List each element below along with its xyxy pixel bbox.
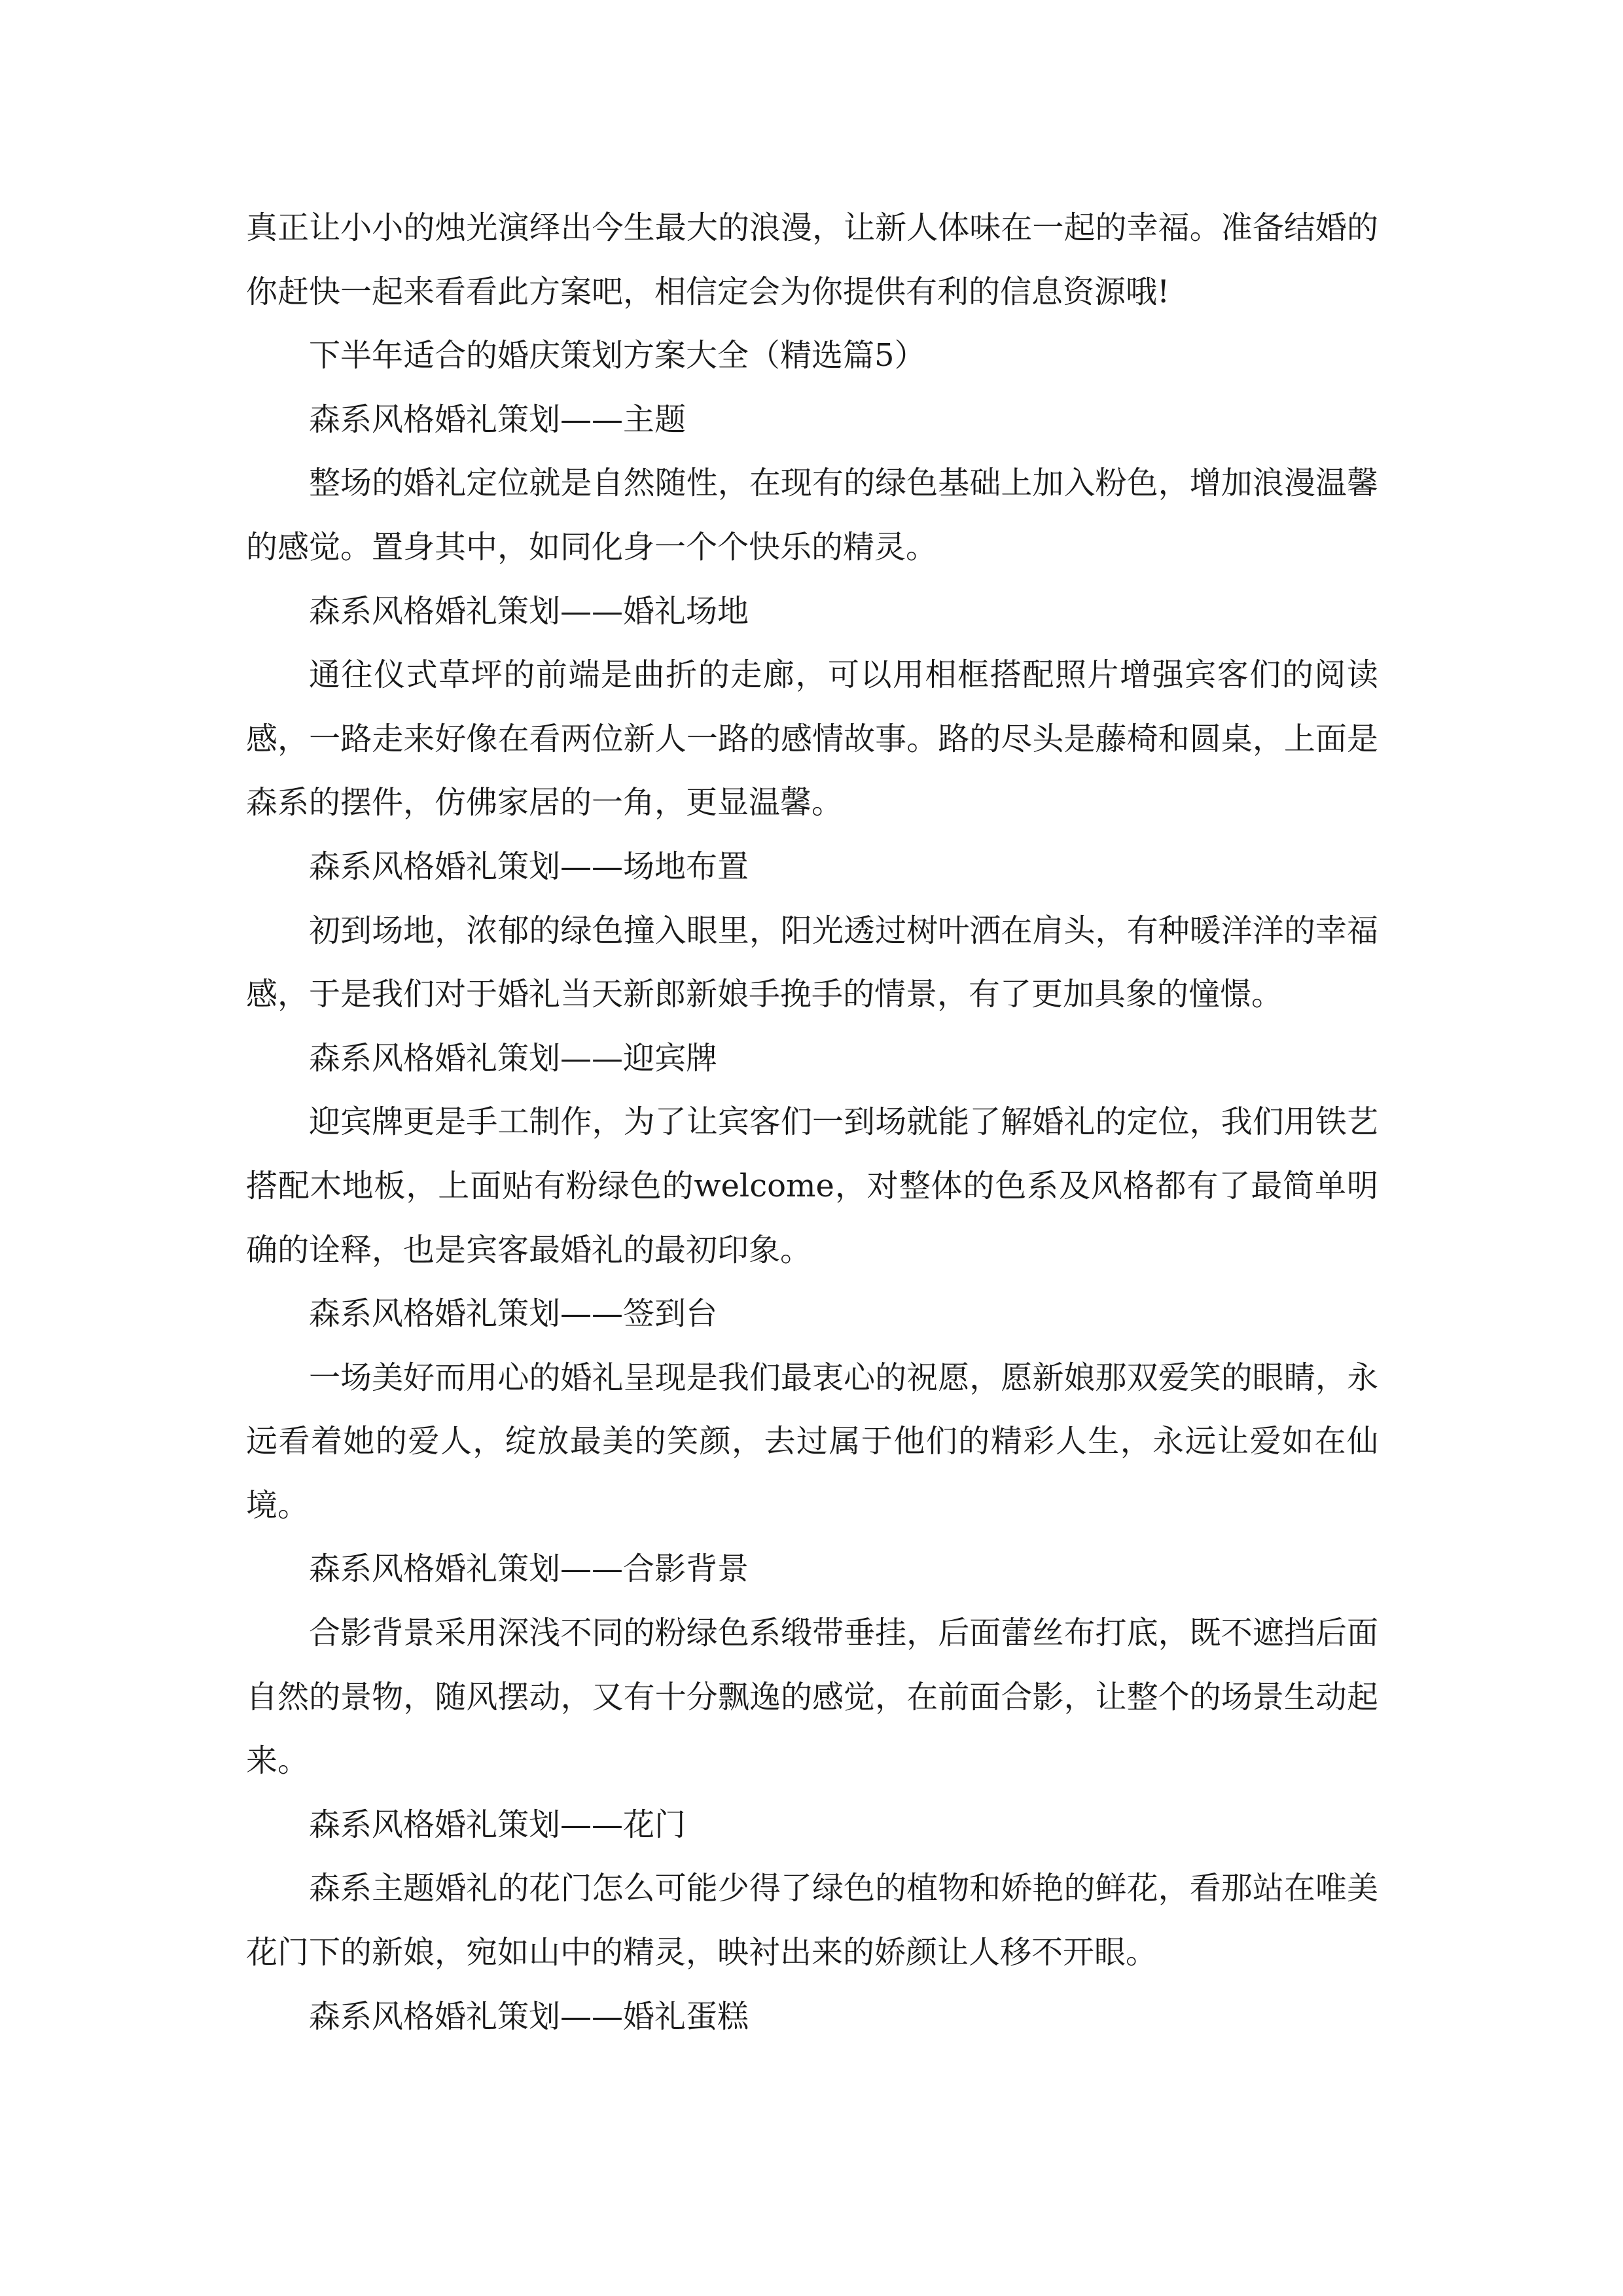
subheading-sign-in-desk: 森系风格婚礼策划——签到台 — [309, 1295, 718, 1333]
paragraph-flower-arch: 森系主题婚礼的花门怎么可能少得了绿色的植物和娇艳的鲜花，看那站在唯美花门下的新娘，宛如山中的精灵，映衬出来的娇颜让人移不开眼。 — [246, 1870, 1378, 1971]
paragraph-intro-continuation: 真正让小小的烛光演绎出今生最大的浪漫，让新人体味在一起的幸福。准备结婚的你赶快一起来看看此方案吧，相信定会为你提供有利的信息资源哦! — [246, 209, 1378, 310]
paragraph-theme: 整场的婚礼定位就是自然随性，在现有的绿色基础上加入粉色，增加浪漫温馨的感觉。置身其中，如同化身一个个快乐的精灵。 — [246, 465, 1378, 565]
subheading-photo-backdrop: 森系风格婚礼策划——合影背景 — [309, 1551, 749, 1588]
subheading-venue-decoration: 森系风格婚礼策划——场地布置 — [309, 848, 749, 885]
paragraph-photo-backdrop: 合影背景采用深浅不同的粉绿色系缎带垂挂，后面蕾丝布打底，既不遮挡后面自然的景物，随风摆动，又有十分飘逸的感觉，在前面合影，让整个的场景生动起来。 — [246, 1615, 1378, 1780]
paragraph-sign-in-desk: 一场美好而用心的婚礼呈现是我们最衷心的祝愿，愿新娘那双爱笑的眼睛，永远看着她的爱人，绽放最美的笑颜，去过属于他们的精彩人生，永远让爱如在仙境。 — [246, 1359, 1378, 1524]
paragraph-venue: 通往仪式草坪的前端是曲折的走廊，可以用相框搭配照片增强宾客们的阅读感，一路走来好像在看两位新人一路的感情故事。路的尽头是藤椅和圆桌，上面是森系的摆件，仿佛家居的一角，更显温馨。 — [246, 656, 1378, 821]
subheading-wedding-cake: 森系风格婚礼策划——婚礼蛋糕 — [309, 1998, 749, 2035]
section-title: 下半年适合的婚庆策划方案大全（精选篇5） — [309, 337, 926, 374]
subheading-flower-arch: 森系风格婚礼策划——花门 — [309, 1806, 687, 1843]
subheading-theme: 森系风格婚礼策划——主题 — [309, 401, 687, 438]
subheading-welcome-sign: 森系风格婚礼策划——迎宾牌 — [309, 1039, 718, 1077]
paragraph-welcome-sign: 迎宾牌更是手工制作，为了让宾客们一到场就能了解婚礼的定位，我们用铁艺搭配木地板，上面贴有粉绿色的welcome，对整体的色系及风格都有了最简单明确的诠释，也是宾客最婚礼的最初印象。 — [246, 1103, 1378, 1268]
document-body — [246, 196, 1378, 2049]
paragraph-venue-decoration: 初到场地，浓郁的绿色撞入眼里，阳光透过树叶洒在肩头，有种暖洋洋的幸福感，于是我们对于婚礼当天新郎新娘手挽手的情景，有了更加具象的憧憬。 — [246, 912, 1378, 1013]
subheading-venue: 森系风格婚礼策划——婚礼场地 — [309, 592, 749, 630]
